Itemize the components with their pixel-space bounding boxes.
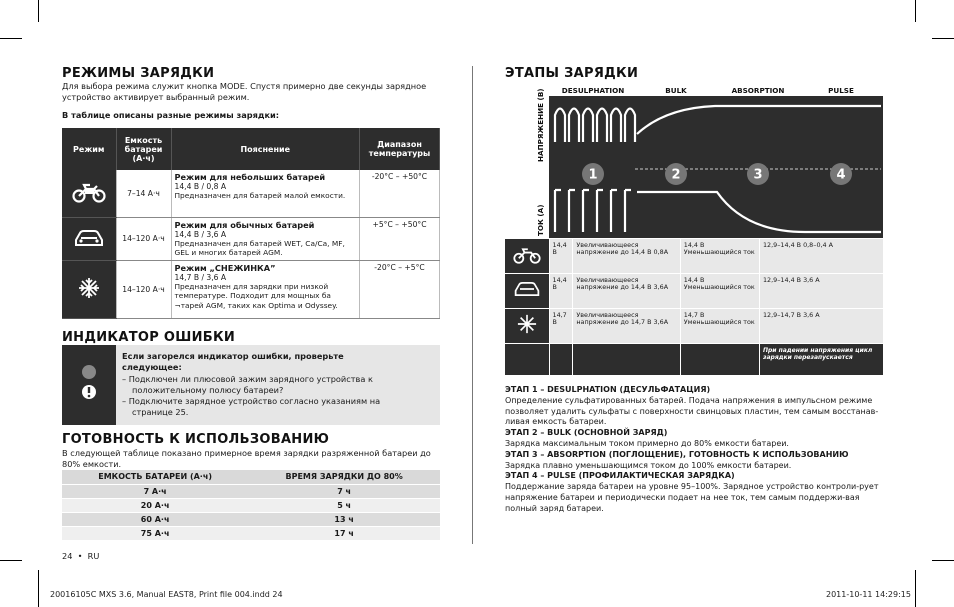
stage1-title: ЭТАП 1 – DESULPHATION (ДЕСУЛЬФАТАЦИЯ) — [505, 385, 711, 394]
phase-label: BULK — [665, 86, 687, 95]
page-footer: 24 • RU — [62, 551, 100, 561]
phase-label: DESULPHATION — [561, 86, 625, 95]
motorcycle-icon — [72, 181, 106, 203]
current-axis-label: ТОК (А) — [536, 204, 545, 236]
charging-stages-diagram — [505, 82, 885, 242]
stage2-title: ЭТАП 2 – BULK (ОСНОВНОЙ ЗАРЯД) — [505, 428, 668, 438]
col-capacity: Емкость батареи (А·ч) — [116, 128, 171, 170]
table-row: 7 А·ч 7 ч — [62, 484, 440, 498]
error-item: – Подключите зарядное устройство согласно указаниям на странице 25. — [122, 396, 381, 417]
error-indicator-icon — [62, 345, 116, 425]
error-item: – Подключен ли плюсовой зажим зарядного устройства к положительному полюсу батареи? — [122, 374, 373, 395]
col-mode: Режим — [62, 128, 116, 170]
modes-table — [62, 128, 440, 319]
svg-text:2: 2 — [671, 167, 681, 183]
ready-intro: В следующей таблице показано примерное время зарядки разряженной батареи до 80% емкости. — [62, 448, 431, 469]
svg-text:3: 3 — [753, 167, 763, 183]
car-icon — [513, 280, 541, 298]
modes-title: РЕЖИМЫ ЗАРЯДКИ — [62, 66, 215, 81]
error-head: Если загорелся индикатор ошибки, проверьте следующее: — [122, 351, 344, 372]
ready-table: ЕМКОСТЬ БАТАРЕИ (А·ч) ВРЕМЯ ЗАРЯДКИ ДО 80% 7 А·ч 7 ч 20 А·ч 5 ч 60 А·ч 13 ч 75 А·ч 17 ч — [62, 470, 440, 540]
error-box — [62, 345, 440, 425]
stage4-title: ЭТАП 4 – PULSE (ПРОФИЛАКТИЧЕСКАЯ ЗАРЯДКА) — [505, 471, 735, 481]
modes-intro: Для выбора режима служит кнопка MODE. Спустя примерно две секунды зарядное устройство активирует выбранный режим. — [62, 81, 427, 102]
snowflake-icon — [517, 314, 537, 334]
col-temperature: Диапазон температуры — [360, 128, 440, 170]
modes-lead: В таблице описаны разные режимы зарядки: — [62, 110, 280, 120]
voltage-axis-label: НАПРЯЖЕНИЕ (В) — [536, 88, 545, 162]
slug-date: 2011-10-11 14:29:15 — [826, 590, 911, 599]
svg-text:1: 1 — [588, 167, 598, 183]
slug-file: 20016105C MXS 3.6, Manual EAST8, Print file 004.indd 24 — [50, 590, 283, 599]
table-row: 14–120 А·ч Режим для обычных батарей 14,4 В / 3,6 А Предназначен для батарей WET, Ca/Ca, MF, GEL и многих батарей AGM. +5°C – +50°C — [62, 217, 440, 260]
table-row: 7–14 А·ч Режим для небольших батарей 14,4 В / 0,8 А Предназначен для батарей малой емкости. -20°C – +50°C — [62, 170, 440, 217]
stages-table — [505, 239, 883, 376]
col-explanation: Пояснение — [171, 128, 360, 170]
stage4-text: Поддержание заряда батареи на уровне 95–100%. Зарядное устройство контроли-рует напряжение батареи и периодически подает на нее ток, тем самым поддержи-вая полный заряд батареи. — [505, 482, 879, 513]
snowflake-icon — [78, 277, 100, 299]
table-row: 20 А·ч 5 ч — [62, 498, 440, 512]
restart-note: При падении напряжения цикл зарядки перезапускается — [759, 343, 883, 375]
table-row: 14,4 В Увеличивающееся напряжение до 14,4 В 3,6А 14,4 В Уменьшающийся ток 12,9–14,4 В 3,6 А — [505, 273, 883, 308]
table-row: 14,7 В Увеличивающееся напряжение до 14,7 В 3,6А 14,7 В Уменьшающийся ток 12,9–14,7 В 3,6 А — [505, 308, 883, 343]
phase-label: PULSE — [828, 86, 854, 95]
table-row: 75 А·ч 17 ч — [62, 526, 440, 540]
stages-title: ЭТАПЫ ЗАРЯДКИ — [505, 66, 639, 81]
table-row: 14–120 А·ч Режим „СНЕЖИНКА” 14,7 В / 3,6 А Предназначен для зарядки при низкой температуре. Подходит для мощных ба ¬тарей AGM, таких как Optima и Odyssey. -20°C – +5°C — [62, 260, 440, 318]
table-row: 60 А·ч 13 ч — [62, 512, 440, 526]
error-title: ИНДИКАТОР ОШИБКИ — [62, 330, 236, 345]
motorcycle-icon — [512, 246, 542, 264]
car-icon — [73, 228, 105, 248]
stage1-text: Определение сульфатированных батарей. Подача напряжения в импульсном режиме позволяет удалить сульфаты с поверхности свинцовых пластин, тем самым восстанав-ливая емкость батареи. — [505, 395, 879, 427]
svg-text:4: 4 — [836, 167, 846, 183]
stage3-text: Зарядка плавно уменьшающимся током до 100% емкости батареи. — [505, 460, 792, 470]
ready-title: ГОТОВНОСТЬ К ИСПОЛЬЗОВАНИЮ — [62, 432, 330, 447]
stage3-title: ЭТАП 3 – ABSORPTION (ПОГЛОЩЕНИЕ), ГОТОВНОСТЬ К ИСПОЛЬЗОВАНИЮ — [505, 449, 849, 459]
phase-label: ABSORPTION — [731, 86, 785, 95]
table-row: 14,4 В Увеличивающееся напряжение до 14,4 В 0,8А 14,4 В Уменьшающийся ток 12,9–14,4 В 0,8–0,4 А — [505, 239, 883, 273]
stage2-text: Зарядка максимальным током примерно до 80% емкости батареи. — [505, 438, 789, 448]
